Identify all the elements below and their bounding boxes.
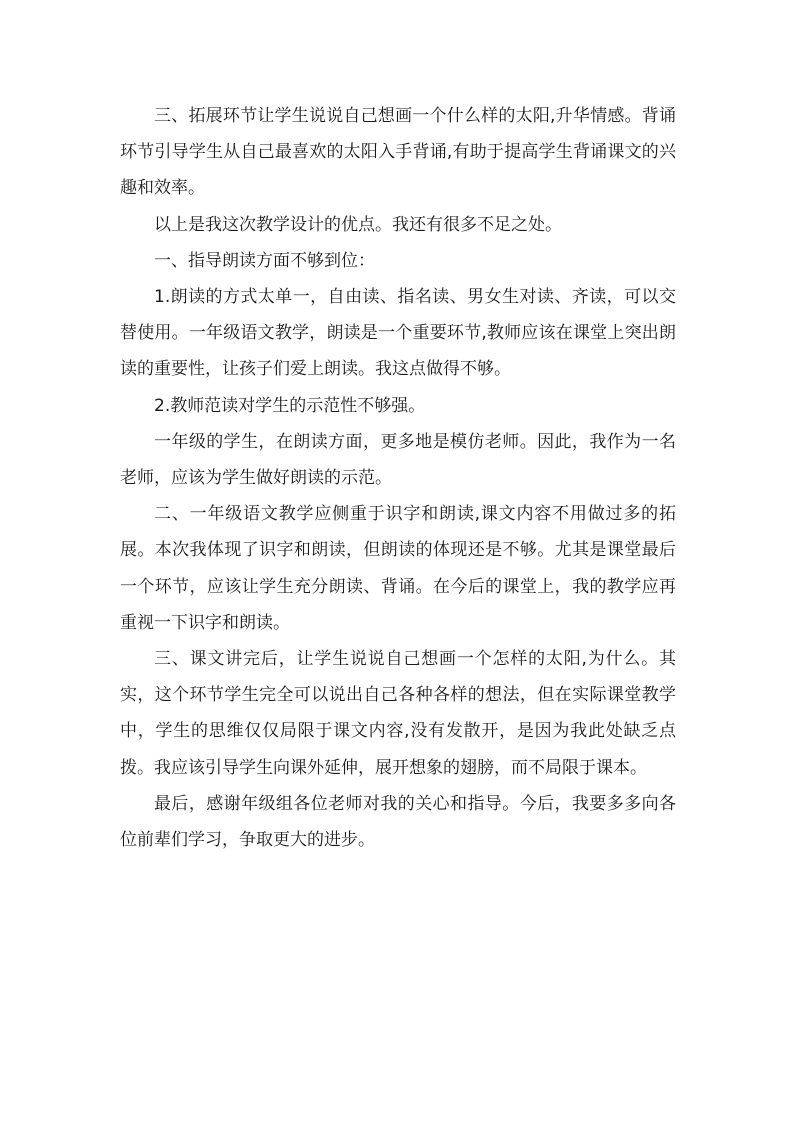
paragraph-reading-heading: 一、指导朗读方面不够到位： — [154, 250, 375, 271]
paragraph-literacy-focus: 二、一年级语文教学应侧重于识字和朗读,课文内容不用做过多的拓展。本次我体现了识字和朗读，但朗读的体现还是不够。尤其是课堂最后一个环节，应该让学生充分朗读、背诵。在今后的课堂上，我的教学应再重视一下识字和朗读。 — [120, 504, 676, 633]
paragraph-imitation: 一年级的学生，在朗读方面，更多地是模仿老师。因此，我作为一名老师，应该为学生做好朗读的示范。 — [120, 431, 676, 489]
paragraph-summary: 以上是我这次教学设计的优点。我还有很多不足之处。 — [154, 214, 562, 235]
document-body — [120, 98, 676, 858]
paragraph-guidance: 三、课文讲完后，让学生说说自己想画一个怎样的太阳,为什么。其实，这个环节学生完全可以说出自己各种各样的想法，但在实际课堂教学中，学生的思维仅仅局限于课文内容,没有发散开，是因为我此处缺乏点拨。我应该引导学生向课外延伸，展开想象的翅膀，而不局限于课本。 — [120, 649, 676, 778]
paragraph-thanks: 最后，感谢年级组各位老师对我的关心和指导。今后，我要多多向各位前辈们学习，争取更大的进步。 — [120, 793, 676, 851]
paragraph-expansion-recitation: 三、拓展环节让学生说说自己想画一个什么样的太阳,升华情感。背诵环节引导学生从自己最喜欢的太阳入手背诵,有助于提高学生背诵课文的兴趣和效率。 — [120, 106, 676, 199]
paragraph-reading-point-2: 2.教师范读对学生的示范性不够强。 — [154, 395, 426, 416]
paragraph-reading-point-1: 1.朗读的方式太单一，自由读、指名读、男女生对读、齐读，可以交替使用。一年级语文教学，朗读是一个重要环节,教师应该在课堂上突出朗读的重要性，让孩子们爱上朗读。我这点做得不够。 — [120, 287, 676, 380]
